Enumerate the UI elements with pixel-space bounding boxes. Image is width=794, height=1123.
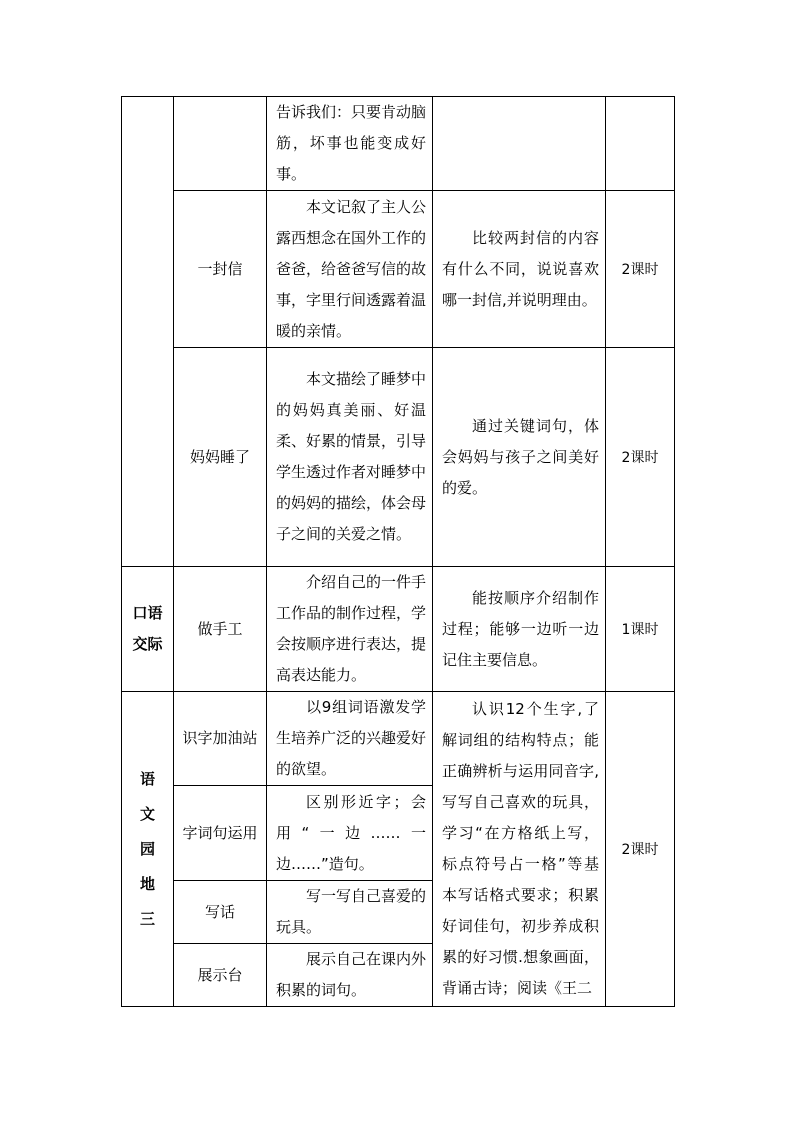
goal-text: 本文描绘了睡梦中的妈妈真美丽、好温柔、好累的情景，引导学生透过作者对睡梦中的妈妈的描绘，体会母子之间的关爱之情。 <box>276 370 427 543</box>
category-cell <box>122 567 174 692</box>
hours-cell <box>606 567 675 692</box>
category-label: 语 文 园 地 三 <box>139 769 155 928</box>
hours-text: 1课时 <box>621 622 659 638</box>
lesson-cell <box>174 881 267 944</box>
category-cell <box>122 692 174 1007</box>
goal-cell <box>267 786 433 881</box>
hours-text: 2课时 <box>621 842 659 858</box>
goal-cell <box>267 944 433 1007</box>
hours-text: 2课时 <box>621 450 659 466</box>
lesson-plan-table <box>121 96 675 1007</box>
table-row <box>122 191 675 348</box>
table-row <box>122 348 675 567</box>
lesson-cell <box>174 567 267 692</box>
table-row <box>122 97 675 191</box>
lesson-cell <box>174 786 267 881</box>
category-label: 口语交际 <box>132 604 163 653</box>
requirement-cell <box>433 567 606 692</box>
goal-text: 区别形近字；会用“一边……一边……”造句。 <box>276 792 426 873</box>
requirement-cell <box>433 692 606 1007</box>
goal-text: 告诉我们：只要肯动脑筋，坏事也能变成好事。 <box>276 103 427 183</box>
requirement-text: 能按顺序介绍制作过程；能够一边听一边记住主要信息。 <box>442 588 599 669</box>
goal-text: 介绍自己的一件手工作品的制作过程，学会按顺序进行表达，提高表达能力。 <box>276 573 427 684</box>
requirement-cell <box>433 191 606 348</box>
lesson-name: 展示台 <box>197 965 243 984</box>
goal-cell <box>267 97 433 191</box>
goal-text: 以9组词语激发学生培养广泛的兴趣爱好的欲望。 <box>276 698 427 778</box>
hours-text: 2课时 <box>621 262 659 278</box>
table-row <box>122 567 675 692</box>
lesson-name: 写话 <box>204 902 235 921</box>
goal-cell <box>267 348 433 567</box>
hours-cell <box>606 97 675 191</box>
lesson-name: 字词句运用 <box>182 823 258 842</box>
lesson-cell <box>174 191 267 348</box>
lesson-name: 妈妈睡了 <box>189 447 250 466</box>
hours-cell <box>606 191 675 348</box>
hours-cell <box>606 348 675 567</box>
goal-cell <box>267 881 433 944</box>
requirement-cell <box>433 348 606 567</box>
lesson-cell <box>174 348 267 567</box>
requirement-text: 比较两封信的内容有什么不同，说说喜欢哪一封信,并说明理由。 <box>442 228 599 309</box>
goal-cell <box>267 692 433 786</box>
goal-text: 本文记叙了主人公露西想念在国外工作的爸爸，给爸爸写信的故事，字里行间透露着温暖的亲情。 <box>276 197 427 340</box>
hours-cell <box>606 692 675 1007</box>
lesson-name: 一封信 <box>197 259 243 278</box>
lesson-name: 识字加油站 <box>182 729 258 747</box>
lesson-name: 做手工 <box>197 619 243 638</box>
lesson-cell <box>174 692 267 786</box>
goal-cell <box>267 191 433 348</box>
goal-text: 展示自己在课内外积累的词句。 <box>276 950 427 999</box>
requirement-text: 通过关键词句，体会妈妈与孩子之间美好的爱。 <box>442 416 599 497</box>
goal-text: 写一写自己喜爱的玩具。 <box>276 887 427 936</box>
goal-cell <box>267 567 433 692</box>
category-cell-empty <box>122 97 174 567</box>
table-row <box>122 692 675 786</box>
lesson-cell <box>174 97 267 191</box>
lesson-cell <box>174 944 267 1007</box>
requirement-text: 认识12个生字,了解词组的结构特点；能正确辨析与运用同音字,写写自己喜欢的玩具，学习“在方格纸上写，标点符号占一格”等基本写话格式要求；积累好词佳句，初步养成积累的好习惯.想象画面，背诵古诗；阅读《王二 <box>442 700 599 997</box>
requirement-cell <box>433 97 606 191</box>
